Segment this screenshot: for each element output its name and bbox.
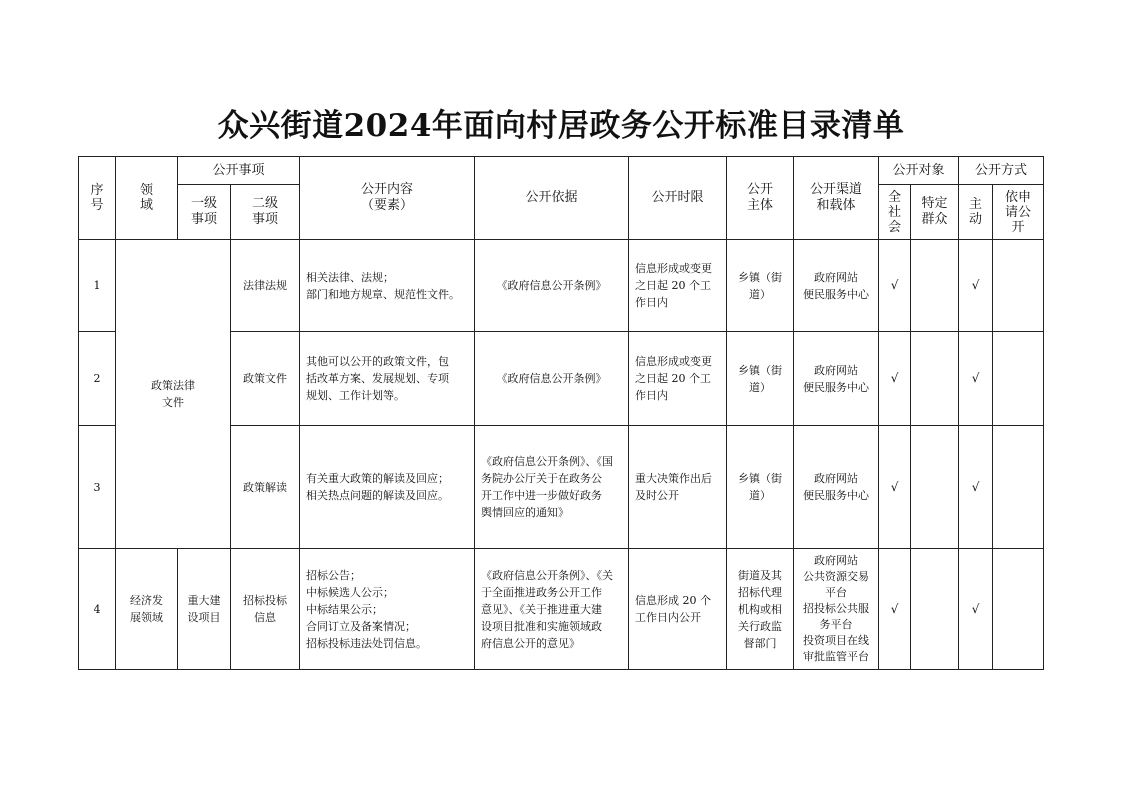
row-method-active: √ [959, 240, 993, 332]
row-method-active: √ [959, 426, 993, 549]
row-seq: 4 [79, 549, 116, 670]
header-method-active: 主 动 [959, 185, 993, 240]
row-method-active: √ [959, 332, 993, 426]
table-row [79, 549, 1044, 670]
header-target: 公开对象 [879, 157, 959, 185]
row-basis: 《政府信息公开条例》 [475, 240, 629, 332]
disclosure-catalog-table [78, 156, 1044, 670]
row-channel: 政府网站 便民服务中心 [794, 332, 879, 426]
header-level1: 一级 事项 [178, 185, 231, 240]
header-content: 公开内容 （要素） [300, 157, 475, 240]
row-subject: 乡镇（街 道） [727, 426, 794, 549]
row-time-limit: 信息形成或变更 之日起 20 个工 作日内 [629, 240, 727, 332]
header-level2: 二级 事项 [231, 185, 300, 240]
header-target-all: 全 社 会 [879, 185, 911, 240]
row-level2: 政策文件 [231, 332, 300, 426]
row-subject: 街道及其 招标代理 机构或相 关行政监 督部门 [727, 549, 794, 670]
row-subject: 乡镇（街 道） [727, 332, 794, 426]
row-level2: 政策解读 [231, 426, 300, 549]
row-basis: 《政府信息公开条例》、《国 务院办公厅关于在政务公 开工作中进一步做好政务 舆情回应的通知》 [475, 426, 629, 549]
row-level1: 重大建 设项目 [178, 549, 231, 670]
header-method: 公开方式 [959, 157, 1044, 185]
row-target-all: √ [879, 426, 911, 549]
row-time-limit: 重大决策作出后 及时公开 [629, 426, 727, 549]
row-time-limit: 信息形成 20 个 工作日内公开 [629, 549, 727, 670]
row-subject: 乡镇（街 道） [727, 240, 794, 332]
header-basis: 公开依据 [475, 157, 629, 240]
header-channel: 公开渠道 和载体 [794, 157, 879, 240]
row-domain: 经济发 展领域 [116, 549, 178, 670]
row-target-specific [911, 240, 959, 332]
row-target-specific [911, 426, 959, 549]
row-seq: 1 [79, 240, 116, 332]
row-method-apply [993, 332, 1044, 426]
header-method-apply: 依申 请公 开 [993, 185, 1044, 240]
row-method-apply [993, 240, 1044, 332]
row-content: 招标公告； 中标候选人公示； 中标结果公示； 合同订立及备案情况； 招标投标违法处罚信息。 [300, 549, 475, 670]
row-level2: 法律法规 [231, 240, 300, 332]
row-channel: 政府网站 便民服务中心 [794, 426, 879, 549]
document-title: 众兴街道2024年面向村居政务公开标准目录清单 [217, 108, 905, 144]
row-channel: 政府网站 便民服务中心 [794, 240, 879, 332]
row-channel: 政府网站 公共资源交易 平台 招投标公共服 务平台 投资项目在线 审批监管平台 [794, 549, 879, 670]
row-target-specific [911, 549, 959, 670]
row-target-all: √ [879, 332, 911, 426]
row-method-active: √ [959, 549, 993, 670]
row-content: 有关重大政策的解读及回应； 相关热点问题的解读及回应。 [300, 426, 475, 549]
row-seq: 3 [79, 426, 116, 549]
row-time-limit: 信息形成或变更 之日起 20 个工 作日内 [629, 332, 727, 426]
header-subject: 公开 主体 [727, 157, 794, 240]
header-seq: 序 号 [79, 157, 116, 240]
row-basis: 《政府信息公开条例》、《关 于全面推进政务公开工作 意见》、《关于推进重大建 设项目批准和实施领域政 府信息公开的意见》 [475, 549, 629, 670]
row-target-specific [911, 332, 959, 426]
row-level1: 政策法律 文件 [116, 240, 231, 549]
row-content: 其他可以公开的政策文件，包 括改革方案、发展规划、专项 规划、工作计划等。 [300, 332, 475, 426]
row-content: 相关法律、法规； 部门和地方规章、规范性文件。 [300, 240, 475, 332]
table-row [79, 240, 1044, 332]
header-target-specific: 特定 群众 [911, 185, 959, 240]
row-method-apply [993, 549, 1044, 670]
header-domain: 领 域 [116, 157, 178, 240]
row-method-apply [993, 426, 1044, 549]
row-seq: 2 [79, 332, 116, 426]
row-basis: 《政府信息公开条例》 [475, 332, 629, 426]
row-target-all: √ [879, 549, 911, 670]
header-time-limit: 公开时限 [629, 157, 727, 240]
row-target-all: √ [879, 240, 911, 332]
header-matters: 公开事项 [178, 157, 300, 185]
row-level2: 招标投标 信息 [231, 549, 300, 670]
